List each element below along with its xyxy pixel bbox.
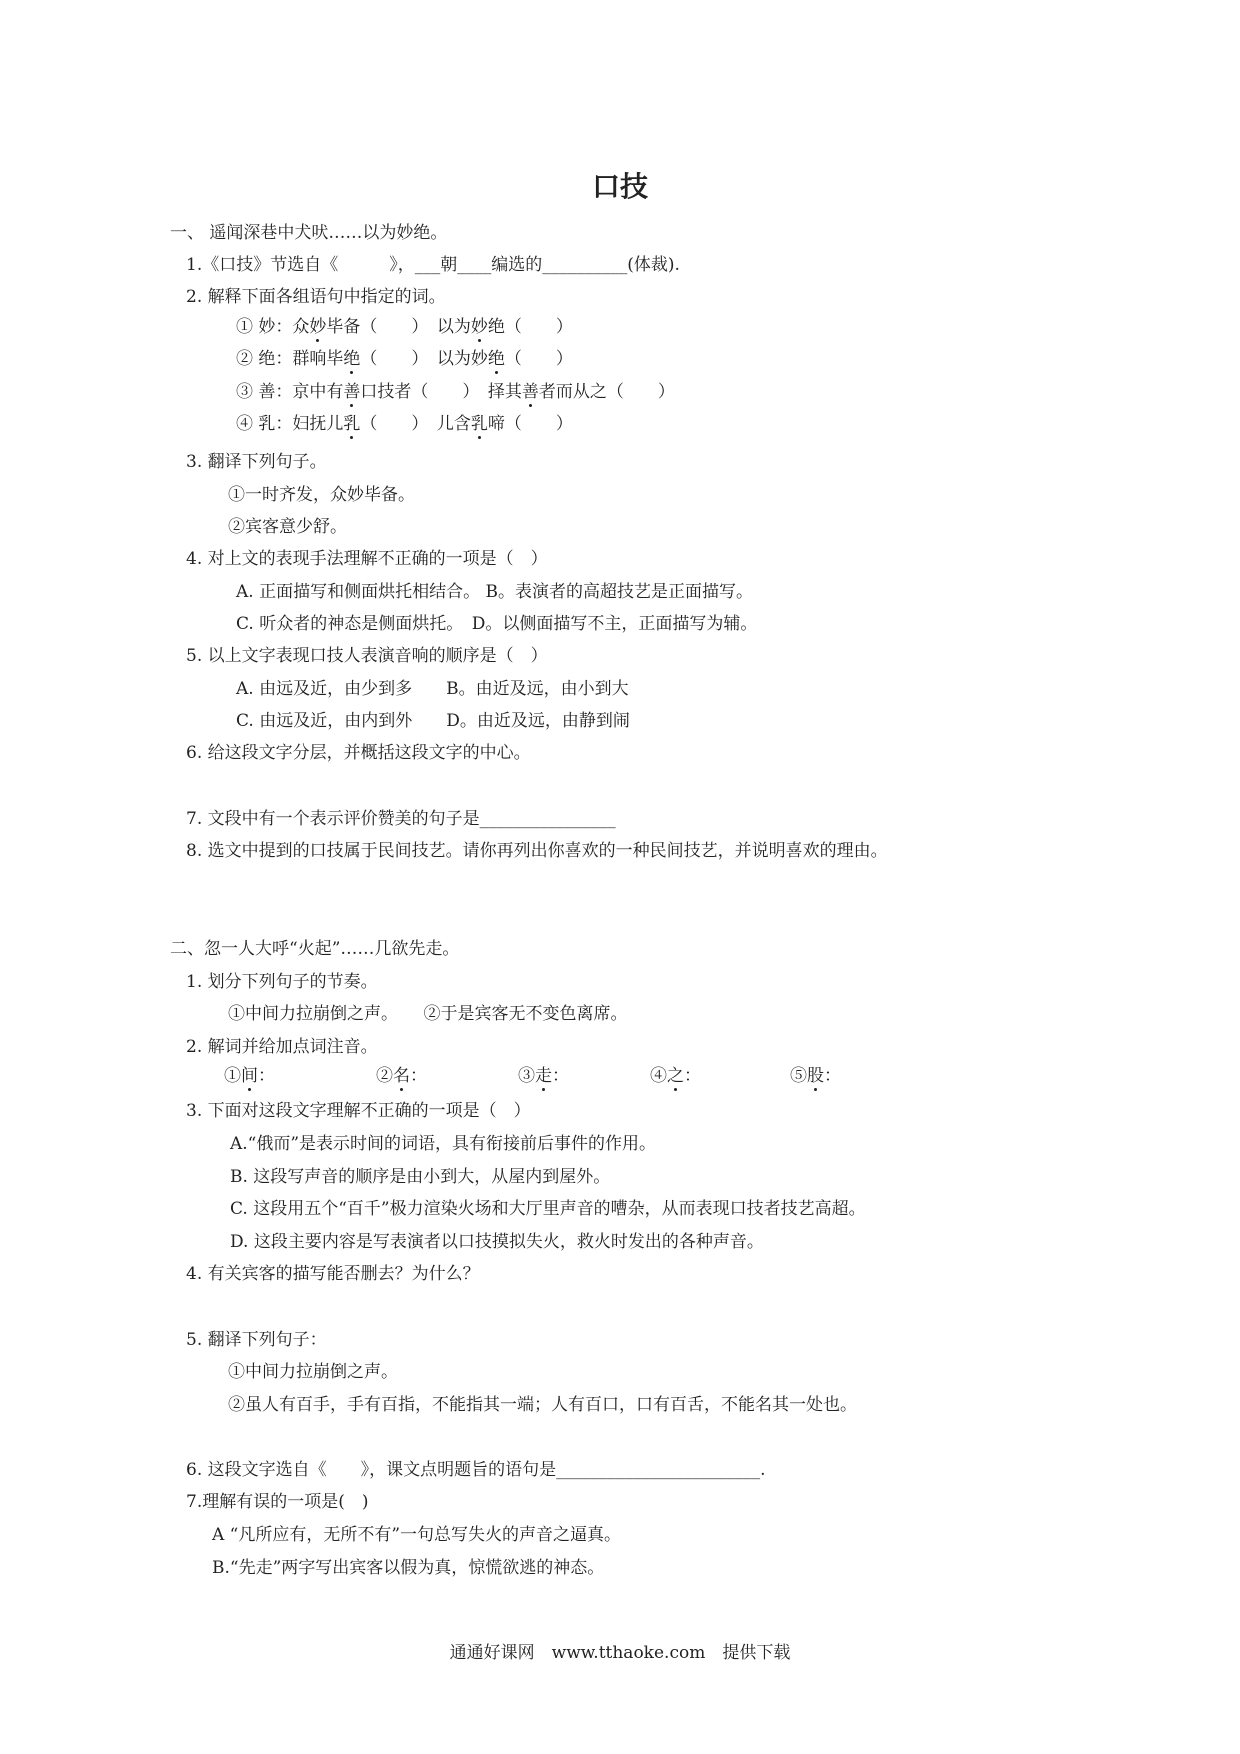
s1-question-2: 2. 解释下面各组语句中指定的词。 xyxy=(186,287,446,307)
dotted-char: 绝 xyxy=(343,349,361,369)
s1-q2-item-c: ③ 善：京中有善口技者（ ） 择其善者而从之（ ） xyxy=(236,382,675,402)
s2-question-7: 7.理解有误的一项是( ) xyxy=(186,1492,369,1512)
s2-q3-option-c: C. 这段用五个“百千”极力渲染火场和大厅里声音的嘈杂，从而表现口技者技艺高超。 xyxy=(230,1199,866,1219)
s1-question-3: 3. 翻译下列句子。 xyxy=(186,452,327,472)
section-1-heading: 一、 遥闻深巷中犬吠……以为妙绝。 xyxy=(170,223,448,243)
s2-question-4: 4. 有关宾客的描写能否删去？为什么？ xyxy=(186,1264,480,1284)
s2-question-5: 5. 翻译下列句子： xyxy=(186,1330,327,1350)
s2-question-6: 6. 这段文字选自《 》，课文点明题旨的语句是________________________. xyxy=(186,1460,766,1480)
s1-question-5: 5. 以上文字表现口技人表演音响的顺序是（ ） xyxy=(186,646,548,666)
s1-q2-item-d: ④ 乳：妇抚儿乳（ ） 儿含乳啼（ ） xyxy=(236,414,573,434)
dotted-char: 股 xyxy=(807,1066,824,1086)
s1-q3-sentence-2: ②宾客意少舒。 xyxy=(228,517,347,537)
dotted-char: 名 xyxy=(393,1066,410,1086)
dotted-char: 之 xyxy=(667,1066,684,1086)
s2-q1-sentences: ①中间力拉崩倒之声。 ②于是宾客无不变色离席。 xyxy=(228,1004,628,1024)
s2-q5-sentence-2: ②虽人有百手，手有百指，不能指其一端；人有百口，口有百舌，不能名其一处也。 xyxy=(228,1395,857,1415)
s1-q4-options-cd: C. 听众者的神态是侧面烘托。 D。以侧面描写不主，正面描写为辅。 xyxy=(236,614,758,634)
s2-q3-option-a: A.“俄而”是表示时间的词语，具有衔接前后事件的作用。 xyxy=(230,1134,657,1154)
s2-q2-word-4: ④之： xyxy=(650,1066,701,1086)
s1-q2-item-a: ① 妙：众妙毕备（ ） 以为妙绝（ ） xyxy=(236,317,573,337)
s2-q7-option-b: B.“先走”两字写出宾客以假为真，惊慌欲逃的神态。 xyxy=(212,1558,605,1578)
s2-q3-option-b: B. 这段写声音的顺序是由小到大，从屋内到屋外。 xyxy=(230,1167,611,1187)
s1-q2-item-b: ② 绝：群响毕绝（ ） 以为妙绝（ ） xyxy=(236,349,573,369)
s1-q3-sentence-1: ①一时齐发，众妙毕备。 xyxy=(228,485,415,505)
s1-q5-options-cd: C. 由远及近，由内到外 D。由近及远，由静到闹 xyxy=(236,711,630,731)
dotted-char: 绝 xyxy=(487,349,505,369)
s1-question-7: 7. 文段中有一个表示评价赞美的句子是________________ xyxy=(186,809,616,829)
s1-question-8: 8. 选文中提到的口技属于民间技艺。请你再列出你喜欢的一种民间技艺，并说明喜欢的理由。 xyxy=(186,841,888,861)
s1-q5-options-ab: A. 由远及近，由少到多 B。由近及远，由小到大 xyxy=(236,679,629,699)
s2-question-1: 1. 划分下列句子的节奏。 xyxy=(186,972,378,992)
s2-q2-word-2: ②名： xyxy=(376,1066,427,1086)
dotted-char: 妙 xyxy=(470,317,488,337)
s1-question-6: 6. 给这段文字分层，并概括这段文字的中心。 xyxy=(186,743,531,763)
s2-question-3: 3. 下面对这段文字理解不正确的一项是（ ） xyxy=(186,1101,531,1121)
s1-question-4: 4. 对上文的表现手法理解不正确的一项是（ ） xyxy=(186,549,548,569)
s2-q2-word-5: ⑤股： xyxy=(790,1066,841,1086)
dotted-char: 善 xyxy=(343,382,361,402)
page-footer: 通通好课网 www.tthaoke.com 提供下载 xyxy=(449,1643,791,1663)
s2-question-2: 2. 解词并给加点词注音。 xyxy=(186,1037,378,1057)
s2-q5-sentence-1: ①中间力拉崩倒之声。 xyxy=(228,1362,398,1382)
s2-q2-word-1: ①间： xyxy=(224,1066,275,1086)
s2-q3-option-d: D. 这段主要内容是写表演者以口技摸拟失火，救火时发出的各种声音。 xyxy=(230,1232,764,1252)
s2-q7-option-a: A “凡所应有，无所不有”一句总写失火的声音之逼真。 xyxy=(212,1525,622,1545)
s1-q4-options-ab: A. 正面描写和侧面烘托相结合。 B。表演者的高超技艺是正面描写。 xyxy=(236,582,753,602)
dotted-char: 妙 xyxy=(309,317,327,337)
dotted-char: 间 xyxy=(241,1066,258,1086)
section-2-heading: 二、忽一人大呼“火起”……几欲先走。 xyxy=(170,939,460,959)
dotted-char: 善 xyxy=(521,382,539,402)
s1-question-1: 1.《口技》节选自《 》，___朝____编选的__________(体裁). xyxy=(186,255,680,275)
dotted-char: 走 xyxy=(535,1066,552,1086)
s2-q2-word-3: ③走： xyxy=(518,1066,569,1086)
page-title: 口技 xyxy=(591,170,648,203)
dotted-char: 乳 xyxy=(343,414,361,434)
dotted-char: 乳 xyxy=(470,414,488,434)
